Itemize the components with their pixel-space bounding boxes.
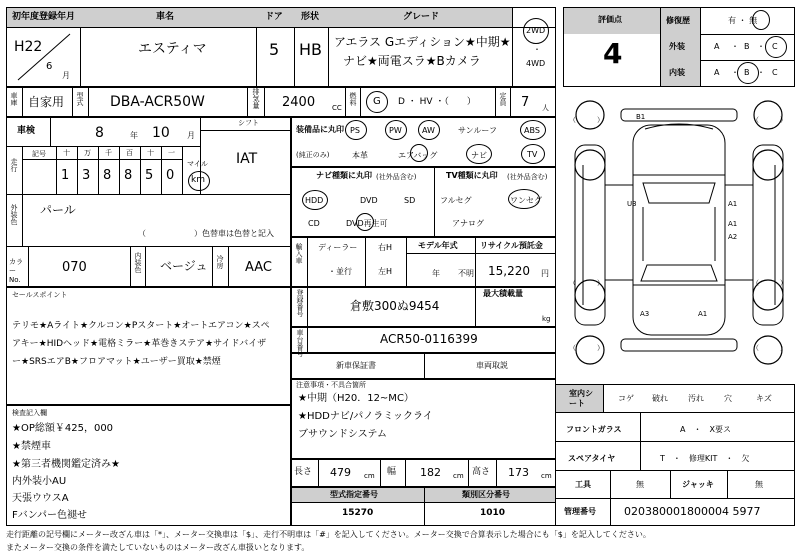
repair-label: 修復歴	[666, 16, 690, 25]
wheel-mark-3: （ ）	[569, 279, 604, 287]
length-unit: cm	[364, 472, 375, 480]
mileage-digit: 0	[166, 168, 175, 183]
equip-tv: TV	[527, 150, 538, 159]
model-year-unknown: 不明	[458, 269, 474, 278]
inspector-line-1: ★OP総額￥425，000	[12, 423, 114, 434]
color-label: 外装色	[10, 204, 18, 225]
mileage-header: 百	[126, 149, 133, 157]
mileage-digit: 1	[61, 168, 70, 183]
new-car-warranty: 新車保証書	[336, 361, 376, 370]
mark-a1-right2: A1	[728, 220, 738, 228]
mileage-digit: 5	[145, 168, 154, 183]
wheel-mark-5: （ ）	[569, 344, 604, 352]
mark-b1: B1	[636, 113, 646, 121]
equip-aw: AW	[422, 126, 435, 135]
int-c: C	[772, 68, 778, 77]
recycle-label: リサイクル預託金	[480, 241, 543, 250]
shift-value: IAT	[236, 151, 258, 167]
doors: 5	[269, 40, 280, 59]
length: 479	[330, 466, 351, 479]
equipment-label: 装備品に丸印	[296, 125, 344, 134]
shape-label: 形状	[301, 12, 320, 22]
color-no: 070	[62, 260, 87, 275]
ext-b: B	[744, 42, 750, 51]
interior-sheet-option: コゲ	[618, 394, 634, 403]
jack-label: ジャッキ	[682, 480, 714, 489]
interior-sheet-option: キズ	[756, 394, 772, 403]
grade-label: グレード	[403, 12, 440, 22]
spare-label: スペアタイヤ	[568, 454, 616, 463]
windshield-value: A ・ X要ス	[680, 425, 731, 434]
mark-u3: U3	[627, 200, 637, 208]
notes-line-2: ★HDDナビ/パノラミックライ	[298, 411, 433, 422]
import-label: 輸入車	[295, 243, 303, 264]
height-unit: cm	[541, 472, 552, 480]
interior-label: 内装	[669, 68, 685, 77]
fuel-rest: D ・ HV ・（ ）	[398, 97, 476, 107]
equip-airbag: エアバッグ	[398, 151, 438, 160]
interior-sheet-option: 穴	[724, 394, 732, 403]
fuel-label: 燃料	[349, 92, 357, 106]
inspector-line-2: ★禁煙車	[12, 441, 51, 452]
mileage-header: 十	[147, 149, 154, 157]
inspection-month: 10	[152, 125, 170, 141]
interior-color: ベージュ	[160, 259, 208, 273]
model-year-label: モデル年式	[418, 241, 458, 250]
import-parallel: ・並行	[328, 267, 352, 276]
width-unit: cm	[453, 472, 464, 480]
drive-4wd: 4WD	[526, 59, 546, 68]
navi-sd: SD	[404, 196, 416, 205]
inspector-line-5: 天張ウウスA	[12, 493, 69, 504]
type-code: 15270	[342, 508, 374, 518]
navi-type-label: ナビ種類に丸印	[316, 171, 372, 180]
import-right: 右H	[378, 243, 393, 252]
recycle-value: 15,220	[488, 264, 530, 278]
equip-abs: ABS	[524, 126, 540, 135]
mileage-header: 十	[63, 149, 70, 157]
registration-value: 倉敷300ぬ9454	[350, 299, 440, 313]
jack-value: 無	[755, 480, 763, 489]
mgmt-label: 管理番号	[564, 507, 596, 516]
spare-value: T ・ 修理KIT ・ 欠	[660, 454, 750, 463]
equip-pw: PW	[389, 126, 402, 135]
inspection-year: 8	[95, 125, 104, 141]
sales-points-label: セールスポイント	[12, 291, 68, 299]
import-dealer: ディーラー	[318, 243, 358, 252]
navi-cd: CD	[308, 219, 320, 228]
exterior-label: 外装	[669, 42, 685, 51]
tv-fullseg: フルセグ	[440, 196, 472, 205]
inspector-line-6: Fバンパー色褪せ	[12, 510, 88, 521]
color-no-label: カラーNo.	[9, 258, 23, 284]
interior-sheet-option: 汚れ	[688, 394, 704, 403]
month-unit: 月	[62, 71, 70, 80]
inspector-label: 検査記入欄	[12, 409, 47, 417]
grade-line2: ナビ★両電スラ★Bカメラ	[343, 54, 481, 68]
car-name: エスティマ	[138, 41, 207, 57]
inspection-year-unit: 年	[130, 131, 138, 140]
navi-dvdplay: DVD再生可	[346, 219, 388, 228]
tools-value: 無	[636, 480, 644, 489]
repair-options: 有 ・ 無	[728, 16, 758, 25]
inspection-label: 車検	[17, 126, 36, 136]
shift-label: シフト	[238, 119, 259, 127]
car-diagram	[563, 95, 795, 377]
capacity-label: 定員	[499, 92, 507, 106]
notes-line-3: ブサウンドシステム	[298, 429, 387, 440]
import-left: 左H	[378, 267, 393, 276]
sales-line-1: テリモ★Aライト★クルコン★Pスタート★オートエアコン★スペ	[12, 321, 270, 331]
recycle-unit: 円	[541, 269, 549, 278]
mark-a2: A2	[728, 233, 738, 241]
ext-c: C	[772, 42, 778, 51]
sales-line-3: ー★SRSエアB★フロアマット★ユーザー買取★禁煙	[12, 357, 221, 367]
score-value: 4	[603, 37, 623, 70]
footer-line-2: またメーター交換の条件を満たしていないものはメーター改ざん車扱いとなります。	[6, 543, 310, 552]
shape: HB	[299, 40, 323, 59]
equip-sunroof: サンルーフ	[458, 126, 497, 135]
inspector-line-4: 内外装小AU	[12, 476, 67, 487]
inspector-line-3: ★第三者機関鑑定済み★	[12, 459, 120, 470]
registration-label: 登録番号	[296, 289, 304, 317]
first-reg-label: 初年度登録年月	[12, 12, 76, 22]
length-label: 長さ	[294, 467, 313, 477]
inspection-month-unit: 月	[187, 131, 195, 140]
vehicle-manual: 車両取説	[476, 361, 508, 370]
notes-line-1: ★中期（H20．12~MC）	[298, 393, 414, 404]
wheel-mark-2: （ ）	[752, 116, 787, 124]
width: 182	[420, 466, 441, 479]
mileage-header: 一	[168, 149, 175, 157]
mileage-digit: 8	[103, 168, 112, 183]
max-load-label: 最大積載量	[483, 289, 523, 298]
usage: 自家用	[28, 95, 65, 109]
ac-label: 冷房	[216, 255, 224, 269]
mark-a1-rear: A1	[698, 310, 708, 318]
equip-leather: 本革	[352, 151, 368, 160]
capacity-unit: 人	[542, 104, 549, 112]
ext-a: A	[714, 42, 720, 51]
interior-sheet-label: 室内シート	[569, 389, 593, 408]
tools-label: 工具	[575, 480, 591, 489]
drive-2wd: 2WD	[526, 26, 546, 35]
color-paren: （ ）色替車は色替と記入	[138, 229, 274, 238]
tv-analog: アナログ	[452, 219, 484, 228]
model-year-unit: 年	[432, 269, 440, 278]
navi-type-sub: (社外品含む)	[376, 173, 417, 181]
footer-line-1: 走行距離の記号欄にメーター改ざん車は「*」、メーター交換車は「$」、走行不明車は「#」を記入してください。メーター交換で合算表示した場合にも「$」を記入してください。	[6, 530, 651, 539]
first-reg-era: H22	[14, 39, 43, 55]
chassis-value: ACR50-0116399	[380, 332, 478, 346]
sales-line-2: アキー★HIDヘッド★電格ミラー★革巻きステア★サイドバイザ	[12, 339, 267, 349]
mile-label: マイル	[187, 160, 208, 168]
mark-a1-right: A1	[728, 200, 738, 208]
notes-label: 注意事項・不具合箇所	[296, 381, 366, 389]
wheel-mark-4: （ ）	[752, 279, 787, 287]
windshield-label: フロントガラス	[566, 425, 622, 434]
int-b: B	[744, 68, 750, 77]
int-a: A	[714, 68, 720, 77]
interior-sheet-option: 破れ	[652, 394, 668, 403]
mileage-sub: 記号	[32, 150, 46, 158]
wheel-mark-1: （ ）	[569, 116, 604, 124]
color-value: パール	[40, 203, 76, 217]
mileage-label: 走行	[10, 158, 18, 172]
interior-color-label: 内装色	[134, 252, 142, 273]
navi-dvd: DVD	[360, 196, 378, 205]
tv-oneseg: ワンセグ	[510, 196, 542, 205]
mark-a3: A3	[640, 310, 650, 318]
grade-line1: アエラス Gエディション★中期★	[334, 35, 511, 49]
capacity: 7	[521, 95, 530, 110]
door-label: ドア	[265, 12, 283, 22]
height-label: 高さ	[472, 467, 491, 477]
mgmt-value: 020380001800004 5977	[624, 505, 761, 518]
equip-navi: ナビ	[471, 151, 487, 160]
ac-value: AAC	[245, 260, 272, 275]
height: 173	[508, 466, 529, 479]
model-label: 型式	[76, 92, 84, 106]
tv-type-sub: (社外品含む)	[507, 173, 548, 181]
disp-label: 排気量	[252, 88, 260, 109]
equipment-sub: (純正のみ)	[296, 151, 330, 159]
km-label: km	[191, 175, 205, 185]
fuel-g: G	[373, 96, 381, 107]
model: DBA-ACR50W	[110, 94, 205, 110]
score-label: 評価点	[598, 15, 622, 24]
class-code-label: 類別区分番号	[462, 490, 510, 499]
car-name-label: 車名	[156, 12, 175, 22]
chassis-label: 車台番号	[296, 329, 304, 357]
mileage-header: 千	[105, 149, 112, 157]
equip-ps: PS	[350, 126, 360, 135]
type-code-label: 型式指定番号	[330, 490, 378, 499]
wheel-mark-6: （ ）	[752, 344, 787, 352]
class-code: 1010	[480, 508, 506, 518]
first-reg-month: 6	[46, 61, 53, 72]
navi-hdd: HDD	[305, 196, 324, 205]
mileage-digit: 3	[82, 168, 91, 183]
disp: 2400	[282, 95, 316, 110]
usage-label: 車庫	[10, 92, 18, 106]
tv-type-label: TV種類に丸印	[446, 171, 498, 180]
mileage-header: 万	[84, 149, 91, 157]
width-label: 幅	[387, 467, 397, 477]
mileage-digit: 8	[124, 168, 133, 183]
cc-unit: CC	[332, 104, 342, 112]
kg-unit: kg	[542, 315, 551, 323]
